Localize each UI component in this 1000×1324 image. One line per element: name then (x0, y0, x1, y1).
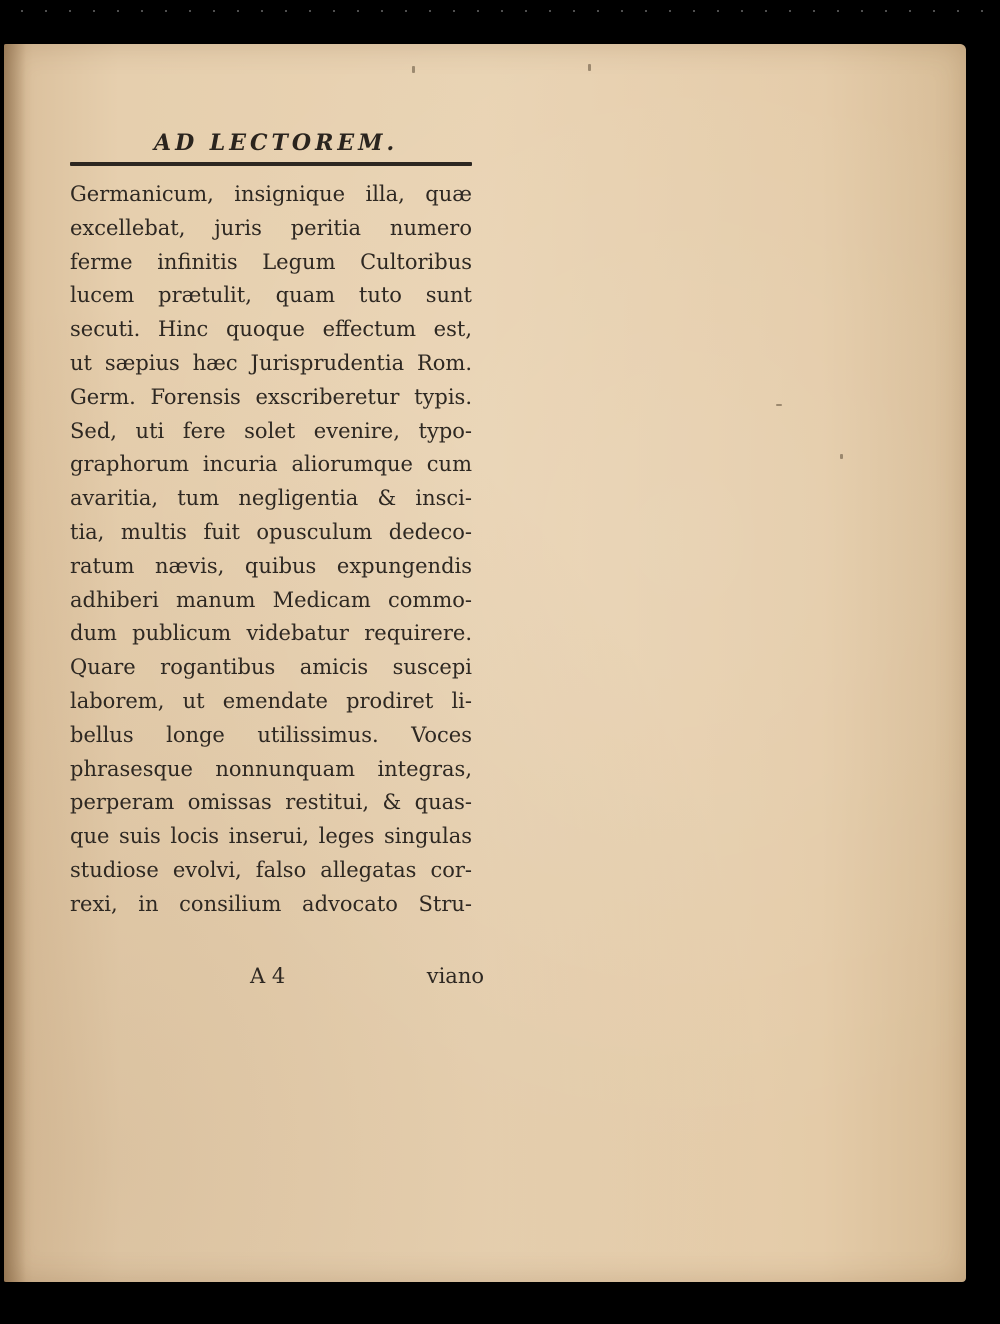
text-line: tia, multis fuit opusculum dedeco- (70, 519, 472, 544)
text-line: secuti. Hinc quoque effectum est, (70, 317, 472, 342)
text-line: excellebat, juris peritia numero (70, 215, 472, 240)
text-line: rexi, in consilium advocato Stru- (70, 891, 472, 916)
text-line: lucem prætulit, quam tuto sunt (70, 283, 472, 308)
running-header: AD LECTOREM. (154, 130, 399, 156)
text-line: ferme infinitis Legum Cultoribus (70, 249, 472, 274)
signature-mark: A 4 (250, 964, 286, 988)
text-line: bellus longe utilissimus. Voces (70, 722, 472, 747)
binding-shadow (4, 44, 26, 1282)
text-line: que suis locis inserui, leges singulas (70, 824, 472, 849)
header-rule (70, 162, 472, 166)
catchword: viano (426, 964, 484, 988)
text-line: adhiberi manum Medicam commo- (70, 587, 472, 612)
text-line: studiose evolvi, falso allegatas cor- (70, 857, 472, 882)
scan-border-dots (10, 10, 990, 12)
text-line: Sed, uti fere solet evenire, typo- (70, 418, 472, 443)
text-line: ratum nævis, quibus expungendis (70, 553, 472, 578)
text-line: perperam omissas restitui, & quas- (70, 790, 472, 815)
text-line: Germanicum, insignique illa, quæ (70, 182, 472, 206)
ink-speck (776, 404, 782, 406)
text-line: phrasesque nonnunquam integras, (70, 756, 472, 781)
text-line: laborem, ut emendate prodiret li- (70, 688, 472, 713)
text-line: ut sæpius hæc Jurisprudentia Rom. (70, 350, 472, 375)
text-line: Quare rogantibus amicis suscepi (70, 655, 472, 680)
ink-speck (412, 66, 415, 73)
body-text (70, 178, 490, 922)
ink-speck (840, 454, 843, 459)
text-line: graphorum incuria aliorumque cum (70, 452, 472, 477)
ink-speck (588, 64, 591, 71)
text-line: avaritia, tum negligentia & insci- (70, 486, 472, 511)
paper-page (4, 44, 966, 1282)
text-line: dum publicum videbatur requirere. (70, 621, 472, 646)
text-line: Germ. Forensis exscriberetur typis. (70, 384, 472, 409)
